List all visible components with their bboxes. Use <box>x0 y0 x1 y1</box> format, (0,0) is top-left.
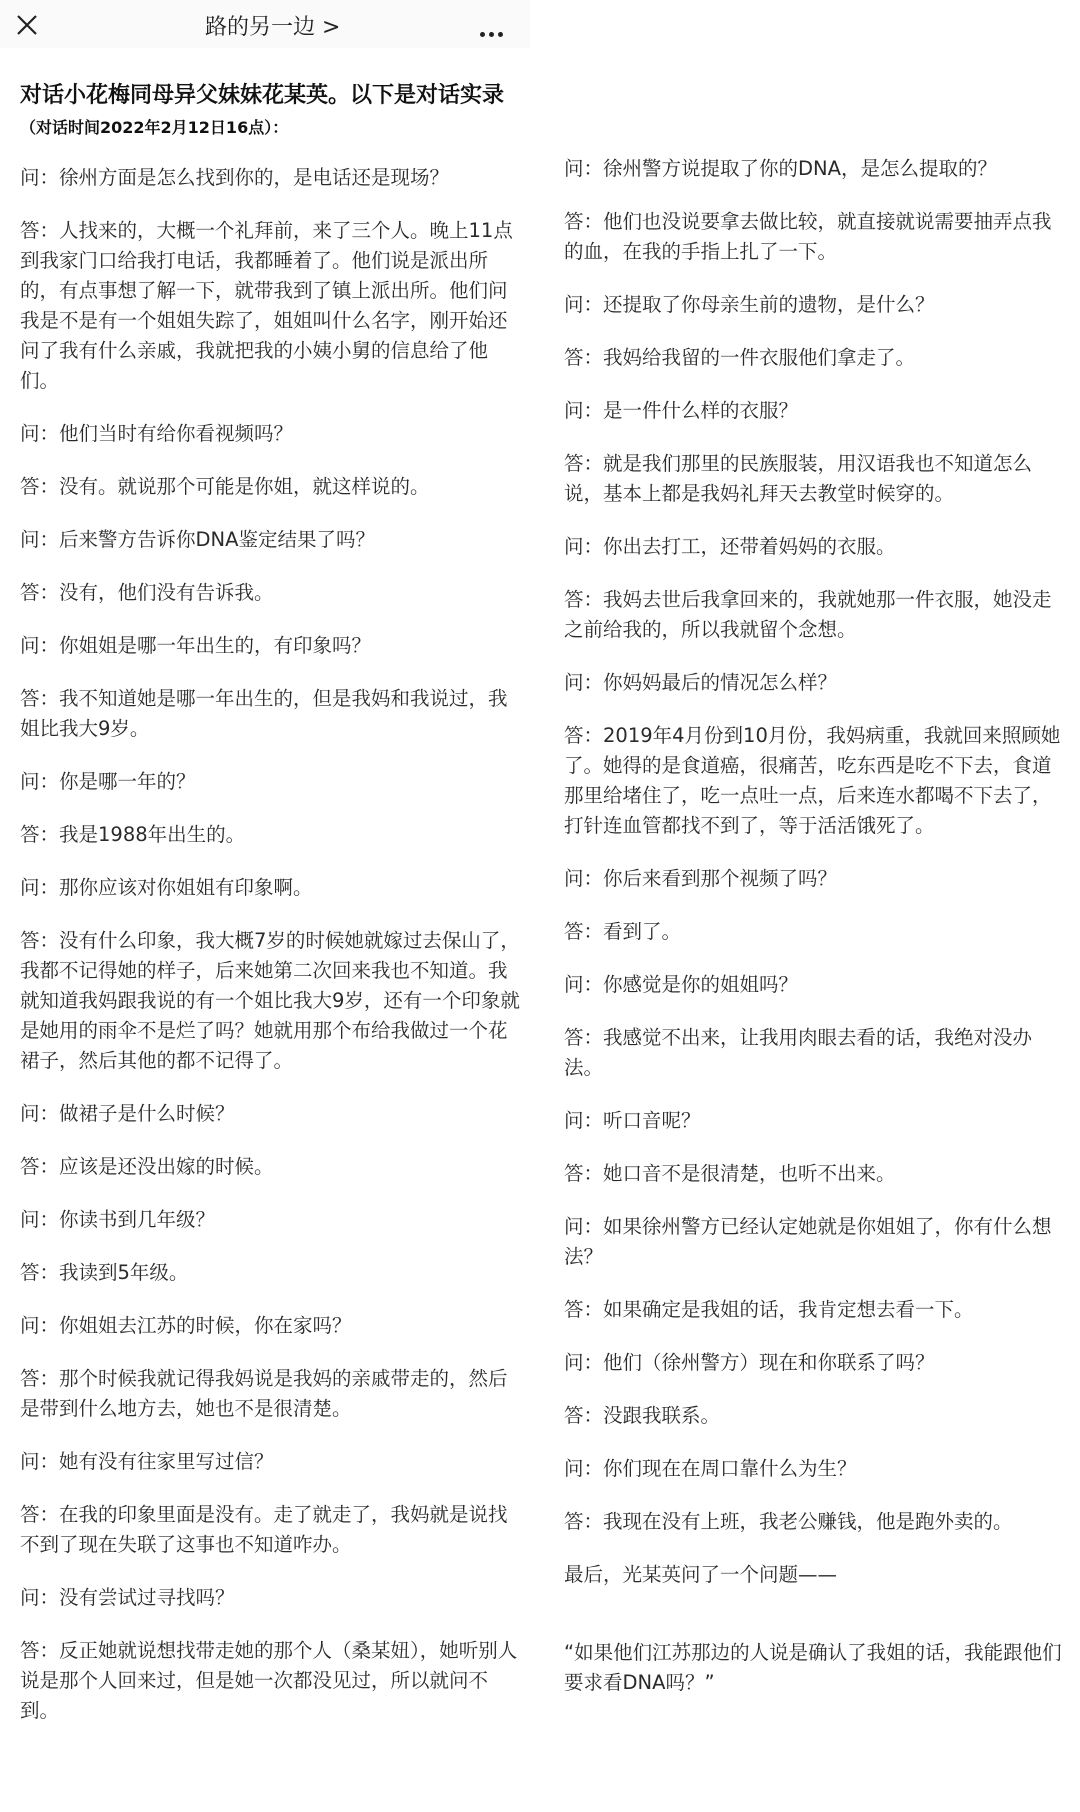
qa-paragraph: 问：你姐姐是哪一年出生的，有印象吗？ <box>20 634 372 657</box>
article-right-column <box>564 154 1064 1721</box>
qa-paragraph: 问：你是哪一年的？ <box>20 770 196 793</box>
headline-subtitle: （对话时间2022年2月12日16点）： <box>20 118 289 137</box>
article-left-column <box>20 80 520 1749</box>
qa-paragraph: 问：他们（徐州警方）现在和你联系了吗？ <box>564 1351 935 1374</box>
qa-paragraph: 问：还提取了你母亲生前的遗物，是什么？ <box>564 293 935 316</box>
qa-paragraph: 问：你出去打工，还带着妈妈的衣服。 <box>564 535 896 558</box>
closing-quote: “如果他们江苏那边的人说是确认了我姐的话，我能跟他们要求看DNA吗？” <box>564 1641 1062 1694</box>
qa-paragraph: 最后，光某英问了一个问题—— <box>564 1563 838 1586</box>
qa-paragraph: 答：我感觉不出来，让我用肉眼去看的话，我绝对没办法。 <box>564 1026 1033 1079</box>
qa-paragraph: 答：没有什么印象，我大概7岁的时候她就嫁过去保山了，我都不记得她的样子，后来她第二次回来我也不知道。我就知道我妈跟我说的有一个姐比我大9岁，还有一个印象就是她用的雨伞不是烂了吗？她就用那个布给我做过一个花裙子，然后其他的都不记得了。 <box>20 929 520 1072</box>
top-nav-bar <box>0 0 530 48</box>
right-qa-list <box>564 154 1064 1590</box>
qa-paragraph: 答：看到了。 <box>564 920 682 943</box>
qa-paragraph: 问：做裙子是什么时候？ <box>20 1102 235 1125</box>
qa-paragraph: 问：你妈妈最后的情况怎么样？ <box>564 671 838 694</box>
qa-paragraph: 问：徐州警方说提取了你的DNA，是怎么提取的？ <box>564 157 997 180</box>
qa-paragraph: 答：我读到5年级。 <box>20 1261 189 1284</box>
qa-paragraph: 问：他们当时有给你看视频吗？ <box>20 422 294 445</box>
qa-paragraph: 问：徐州方面是怎么找到你的，是电话还是现场？ <box>20 166 450 189</box>
qa-paragraph: 答：他们也没说要拿去做比较，就直接就说需要抽弄点我的血，在我的手指上扎了一下。 <box>564 210 1052 263</box>
qa-paragraph: 答：我妈给我留的一件衣服他们拿走了。 <box>564 346 916 369</box>
qa-paragraph: 问：如果徐州警方已经认定她就是你姐姐了，你有什么想法？ <box>564 1215 1052 1268</box>
headline-main: 对话小花梅同母异父妹妹花某英。以下是对话实录 <box>20 83 505 108</box>
qa-paragraph: 问：后来警方告诉你DNA鉴定结果了吗？ <box>20 528 375 551</box>
qa-paragraph: 答：人找来的，大概一个礼拜前，来了三个人。晚上11点到我家门口给我打电话，我都睡着了。他们说是派出所的，有点事想了解一下，就带我到了镇上派出所。他们问我是不是有一个姐姐失踪了，姐姐叫什么名字，刚开始还问了我有什么亲戚，我就把我的小姨小舅的信息给了他们。 <box>20 219 513 392</box>
qa-paragraph: 问：你感觉是你的姐姐吗？ <box>564 973 799 996</box>
qa-paragraph: 问：你读书到几年级？ <box>20 1208 216 1231</box>
qa-paragraph: 问：她有没有往家里写过信？ <box>20 1450 274 1473</box>
qa-paragraph: 答：就是我们那里的民族服装，用汉语我也不知道怎么说，基本上都是我妈礼拜天去教堂时候穿的。 <box>564 452 1033 505</box>
qa-paragraph: 答：在我的印象里面是没有。走了就走了，我妈就是说找不到了现在失联了这事也不知道咋办。 <box>20 1503 508 1556</box>
qa-paragraph: 答：应该是还没出嫁的时候。 <box>20 1155 274 1178</box>
qa-paragraph: 答：没有，他们没有告诉我。 <box>20 581 274 604</box>
qa-paragraph: 问：没有尝试过寻找吗？ <box>20 1586 235 1609</box>
qa-paragraph: 问：你后来看到那个视频了吗？ <box>564 867 838 890</box>
qa-paragraph: 答：我现在没有上班，我老公赚钱，他是跑外卖的。 <box>564 1510 1013 1533</box>
qa-paragraph: 答：那个时候我就记得我妈说是我妈的亲戚带走的，然后是带到什么地方去，她也不是很清楚。 <box>20 1367 508 1420</box>
qa-paragraph: 答：我是1988年出生的。 <box>20 823 246 846</box>
qa-paragraph: 答：我妈去世后我拿回来的，我就她那一件衣服，她没走之前给我的，所以我就留个念想。 <box>564 588 1052 641</box>
close-icon[interactable] <box>12 10 42 40</box>
left-qa-list <box>20 163 520 1726</box>
qa-paragraph: 答：她口音不是很清楚，也听不出来。 <box>564 1162 896 1185</box>
account-name-link[interactable]: 路的另一边 > <box>205 15 341 40</box>
more-options-icon[interactable] <box>480 22 510 30</box>
qa-paragraph: 问：那你应该对你姐姐有印象啊。 <box>20 876 313 899</box>
qa-paragraph: 答：没有。就说那个可能是你姐，就这样说的。 <box>20 475 430 498</box>
qa-paragraph: 答：我不知道她是哪一年出生的，但是我妈和我说过，我姐比我大9岁。 <box>20 687 508 740</box>
qa-paragraph: 问：你姐姐去江苏的时候，你在家吗？ <box>20 1314 352 1337</box>
qa-paragraph: 问：你们现在在周口靠什么为生？ <box>564 1457 857 1480</box>
qa-paragraph: 答：没跟我联系。 <box>564 1404 721 1427</box>
qa-paragraph: 问：听口音呢？ <box>564 1109 701 1132</box>
qa-paragraph: 答：反正她就说想找带走她的那个人（桑某妞），她听别人说是那个人回来过，但是她一次都没见过，所以就问不到。 <box>20 1639 518 1722</box>
qa-paragraph: 答：2019年4月份到10月份，我妈病重，我就回来照顾她了。她得的是食道癌，很痛苦，吃东西是吃不下去，食道那里给堵住了，吃一点吐一点，后来连水都喝不下去了，打针连血管都找不到了，等于活活饿死了。 <box>564 724 1061 837</box>
qa-paragraph: 答：如果确定是我姐的话，我肯定想去看一下。 <box>564 1298 974 1321</box>
qa-paragraph: 问：是一件什么样的衣服？ <box>564 399 799 422</box>
article-headline <box>20 80 520 143</box>
